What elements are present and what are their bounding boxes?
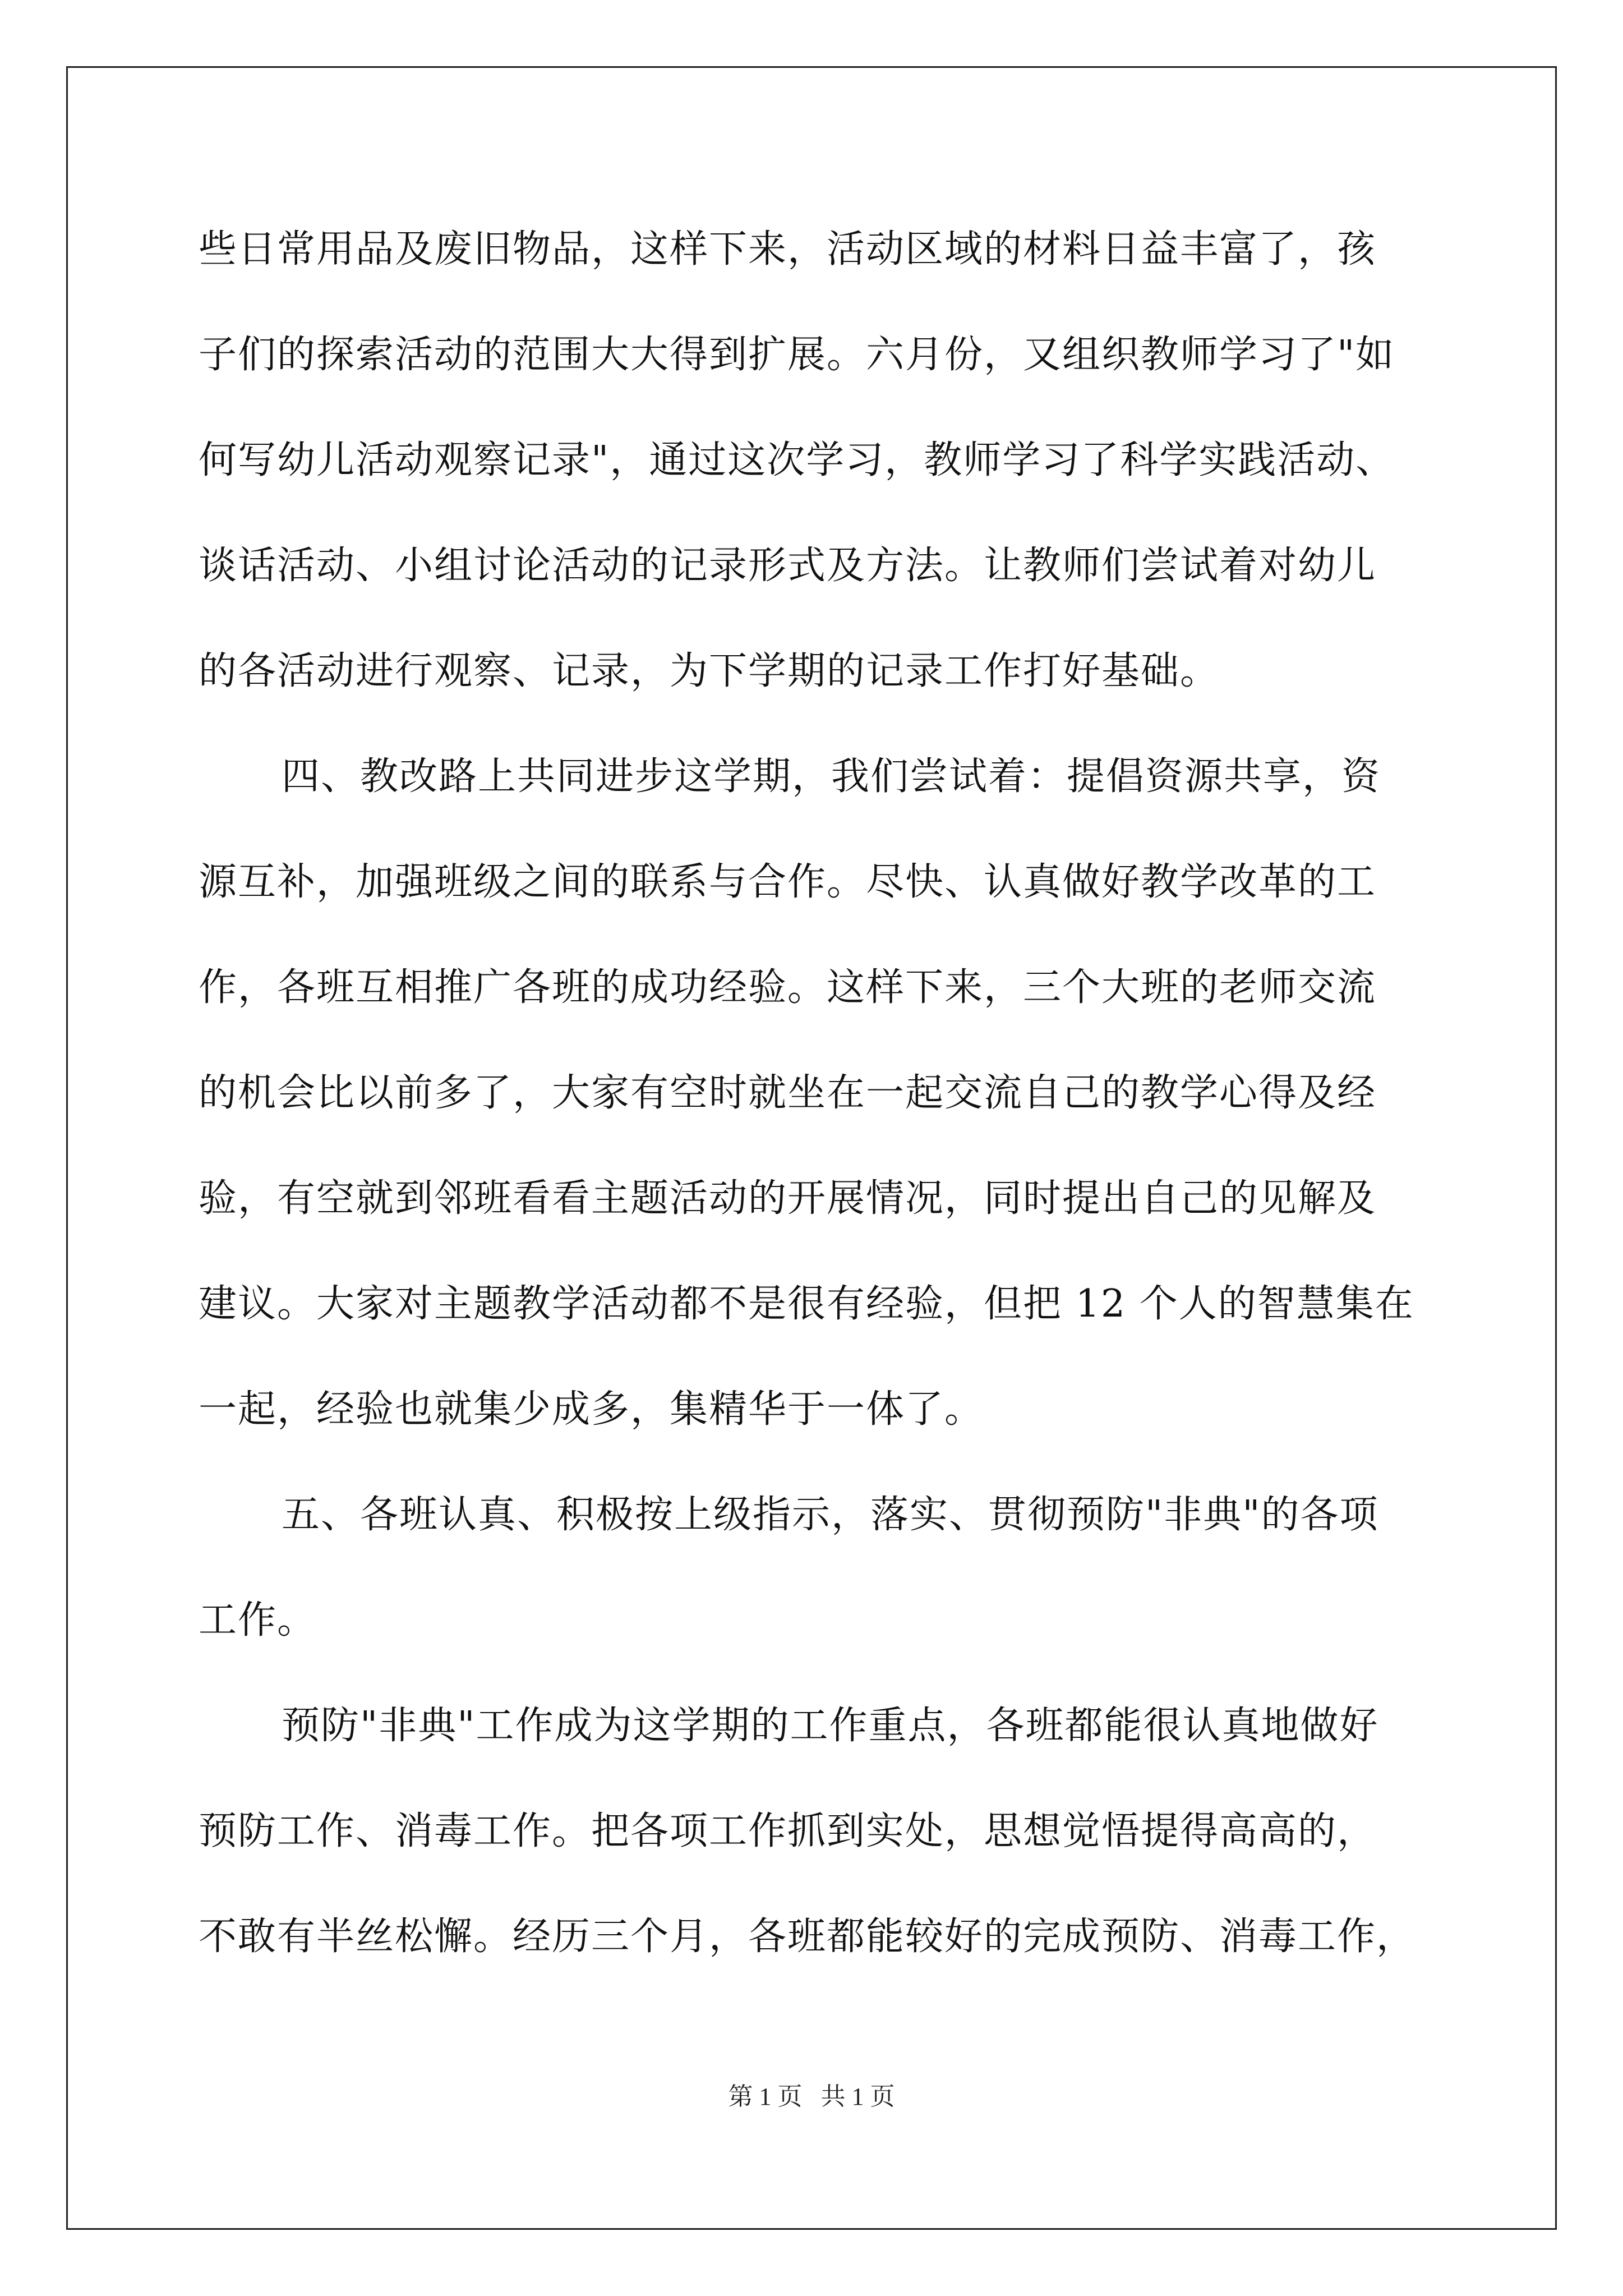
paragraph-start-line: 四、教改路上共同进步这学期，我们尝试着：提倡资源共享，资 bbox=[282, 754, 1381, 799]
page-number-footer: 第 1 页 共 1 页 bbox=[728, 2083, 895, 2110]
text-line: 验，有空就到邻班看看主题活动的开展情况，同时提出自己的见解及 bbox=[199, 1176, 1377, 1221]
text-line: 的各活动进行观察、记录，为下学期的记录工作打好基础。 bbox=[199, 649, 1220, 693]
text-line: 源互补，加强班级之间的联系与合作。尽快、认真做好教学改革的工 bbox=[199, 860, 1377, 904]
text-line: 子们的探索活动的范围大大得到扩展。六月份，又组织教师学习了"如 bbox=[199, 333, 1395, 377]
text-line: 建议。大家对主题教学活动都不是很有经验，但把 12 个人的智慧集在 bbox=[199, 1282, 1414, 1326]
text-line: 不敢有半丝松懈。经历三个月，各班都能较好的完成预防、消毒工作， bbox=[199, 1915, 1416, 1959]
paragraph-start-line: 预防"非典"工作成为这学期的工作重点，各班都能很认真地做好 bbox=[282, 1704, 1379, 1748]
text-line: 些日常用品及废旧物品，这样下来，活动区域的材料日益丰富了，孩 bbox=[199, 227, 1377, 272]
text-line: 一起，经验也就集少成多，集精华于一体了。 bbox=[199, 1387, 984, 1432]
text-line: 作，各班互相推广各班的成功经验。这样下来，三个大班的老师交流 bbox=[199, 965, 1377, 1010]
text-line: 谈话活动、小组讨论活动的记录形式及方法。让教师们尝试着对幼儿 bbox=[199, 544, 1377, 588]
text-line: 的机会比以前多了，大家有空时就坐在一起交流自己的教学心得及经 bbox=[199, 1071, 1377, 1115]
page-border bbox=[66, 66, 1557, 2230]
text-line: 何写幼儿活动观察记录"，通过这次学习，教师学习了科学实践活动、 bbox=[199, 438, 1395, 482]
paragraph-start-line: 五、各班认真、积极按上级指示，落实、贯彻预防"非典"的各项 bbox=[282, 1493, 1379, 1537]
text-line: 工作。 bbox=[199, 1598, 317, 1642]
text-line: 预防工作、消毒工作。把各项工作抓到实处，思想觉悟提得高高的， bbox=[199, 1809, 1377, 1853]
